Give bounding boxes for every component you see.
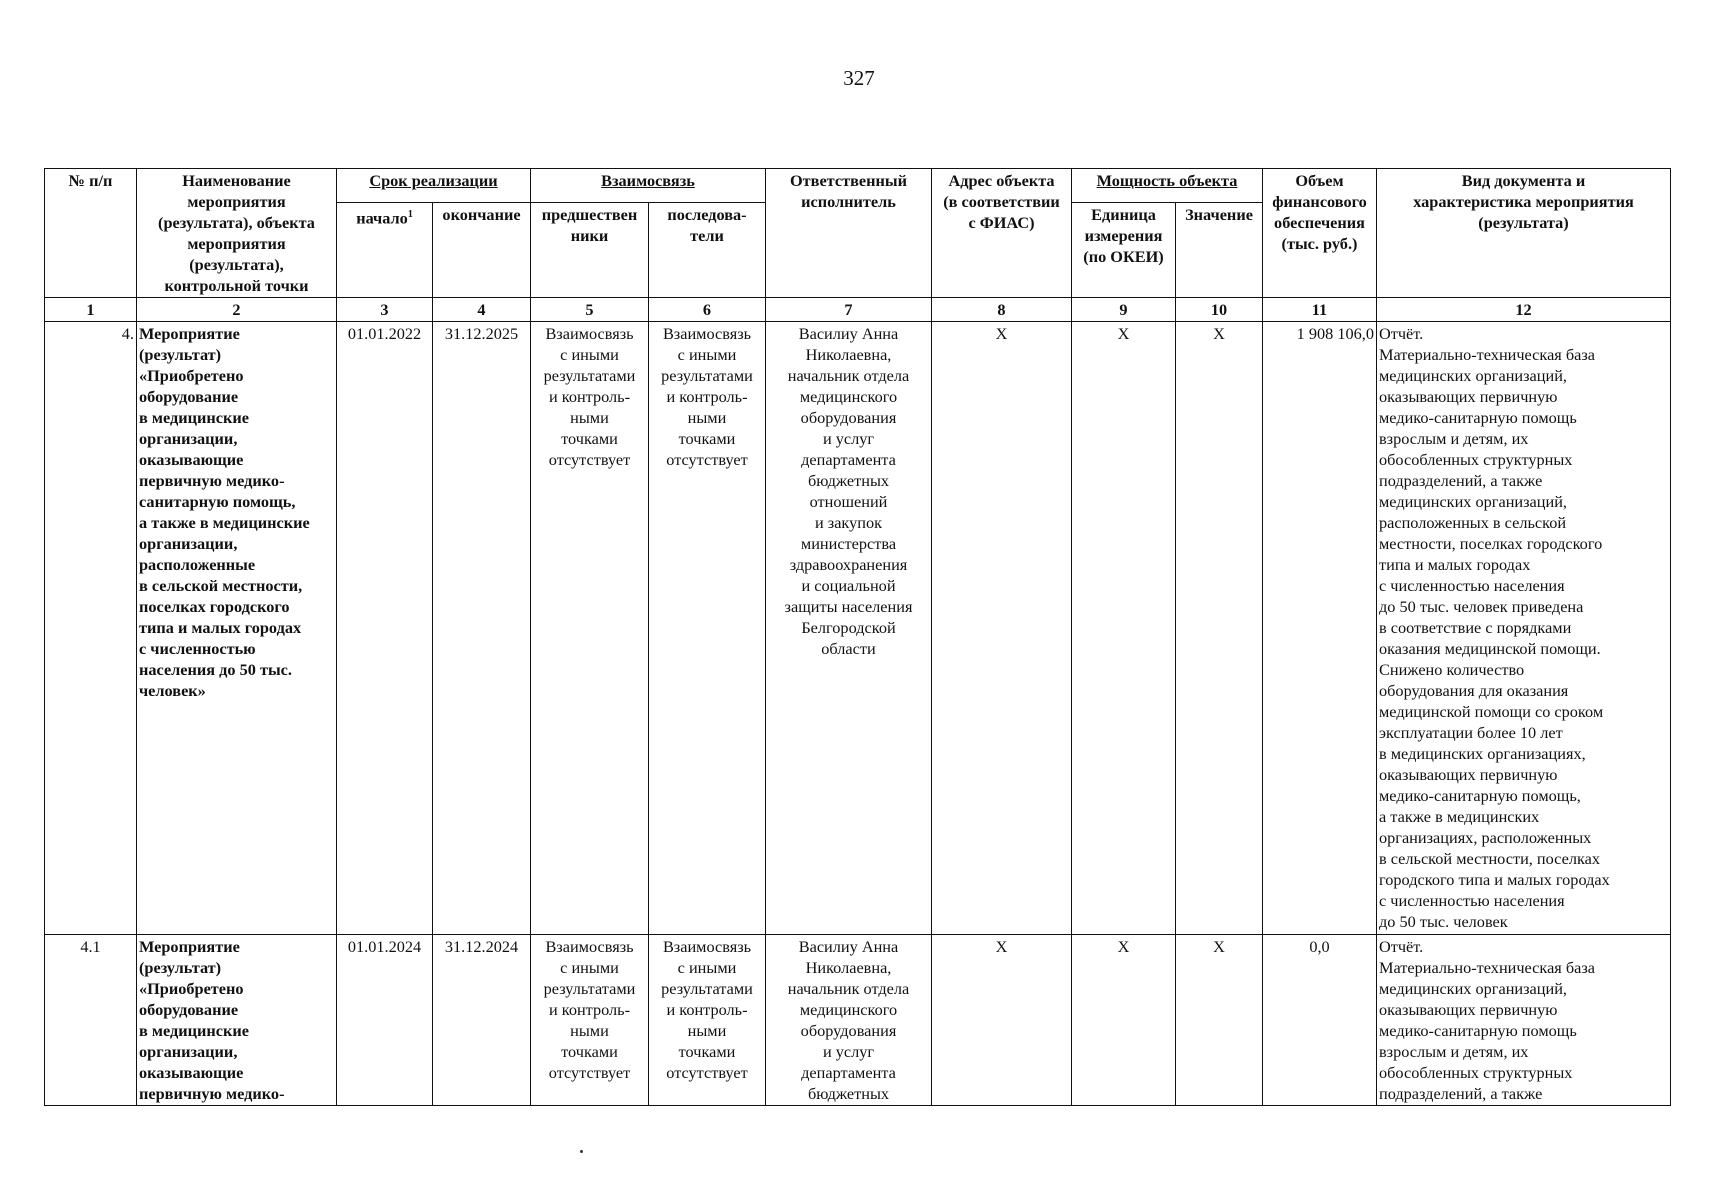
header-period-start-label: начало [356,208,408,228]
row-end: 31.12.2025 [433,322,531,935]
row-finance: 0,0 [1263,935,1377,1106]
column-number-row [45,298,1671,322]
row-responsible: Василиу Анна Николаевна, начальник отдела медицинского оборудования и услуг департамента бюджетных отношений и закупок министерства здравоохранения и социальной защиты населения Белгородской области [766,322,932,935]
header-capacity: Мощность объекта [1072,169,1263,203]
row-num: 4. [45,322,137,935]
column-number: 4 [433,298,531,322]
row-doc: Отчёт. Материально-техническая база медицинских организаций, оказывающих первичную медико-санитарную помощь взрослым и детям, их обособленных структурных подразделений, а также медицинских организаций, расположенных в сельской местности, поселках городского типа и малых городах с численностью населения до 50 тыс. человек приведена в соответствие с порядками оказания медицинской помощи. Снижено количество оборудования для оказания медицинской помощи со сроком эксплуатации более 10 лет в медицинских организациях, оказывающих первичную медико-санитарную помощь, а также в медицинских организациях, расположенных в сельской местности, поселках городского типа и малых городах с численностью населения до 50 тыс. человек [1377,322,1671,935]
header-capacity-value: Значение [1176,203,1263,298]
row-value: Х [1176,935,1263,1106]
row-unit: Х [1072,322,1176,935]
column-number: 12 [1377,298,1671,322]
row-responsible: Василиу Анна Николаевна, начальник отдела медицинского оборудования и услуг департамента бюджетных [766,935,932,1106]
row-doc: Отчёт. Материально-техническая база медицинских организаций, оказывающих первичную медико-санитарную помощь взрослым и детям, их обособленных структурных подразделений, а также [1377,935,1671,1106]
row-name: Мероприятие (результат) «Приобретено оборудование в медицинские организации, оказывающие первичную медико- санитарную помощь, а также в медицинские организации, расположенные в сельской местности, поселках городского типа и малых городах с численностью населения до 50 тыс. человек» [137,322,337,935]
row-start: 01.01.2024 [337,935,433,1106]
column-number: 1 [45,298,137,322]
row-value: Х [1176,322,1263,935]
header-period: Срок реализации [337,169,531,203]
column-number: 7 [766,298,932,322]
row-end: 31.12.2024 [433,935,531,1106]
row-next: Взаимосвязь с иными результатами и контроль- ными точками отсутствует [649,322,766,935]
row-num: 4.1 [45,935,137,1106]
column-number: 11 [1263,298,1377,322]
header-finance: Объем финансового обеспечения (тыс. руб.) [1263,169,1377,298]
page-number: 327 [843,66,875,90]
column-number: 6 [649,298,766,322]
row-start: 01.01.2022 [337,322,433,935]
header-link-next: последова- тели [649,203,766,298]
column-number: 5 [531,298,649,322]
table-row [45,935,1671,1106]
measures-table [44,168,1671,1106]
header-period-end: окончание [433,203,531,298]
header-name: Наименование мероприятия (результата), объекта мероприятия (результата), контрольной точки [137,169,337,298]
row-address: Х [932,322,1072,935]
header-link: Взаимосвязь [531,169,766,203]
scan-speck [580,1150,583,1153]
header-row-1 [45,169,1671,203]
header-link-prev: предшествен ники [531,203,649,298]
footnote-marker: 1 [407,209,413,221]
header-period-start [337,203,433,298]
header-doc: Вид документа и характеристика мероприятия (результата) [1377,169,1671,298]
column-number: 10 [1176,298,1263,322]
row-prev: Взаимосвязь с иными результатами и контроль- ными точками отсутствует [531,935,649,1106]
header-address: Адрес объекта (в соответствии с ФИАС) [932,169,1072,298]
row-finance: 1 908 106,0 [1263,322,1377,935]
row-next: Взаимосвязь с иными результатами и контроль- ными точками отсутствует [649,935,766,1106]
column-number: 8 [932,298,1072,322]
header-responsible: Ответственный исполнитель [766,169,932,298]
row-unit: Х [1072,935,1176,1106]
row-address: Х [932,935,1072,1106]
table-row [45,322,1671,935]
row-name: Мероприятие (результат) «Приобретено оборудование в медицинские организации, оказывающие первичную медико- [137,935,337,1106]
column-number: 3 [337,298,433,322]
header-num: № п/п [45,169,137,298]
row-prev: Взаимосвязь с иными результатами и контроль- ными точками отсутствует [531,322,649,935]
column-number: 2 [137,298,337,322]
header-capacity-unit: Единица измерения (по ОКЕИ) [1072,203,1176,298]
column-number: 9 [1072,298,1176,322]
